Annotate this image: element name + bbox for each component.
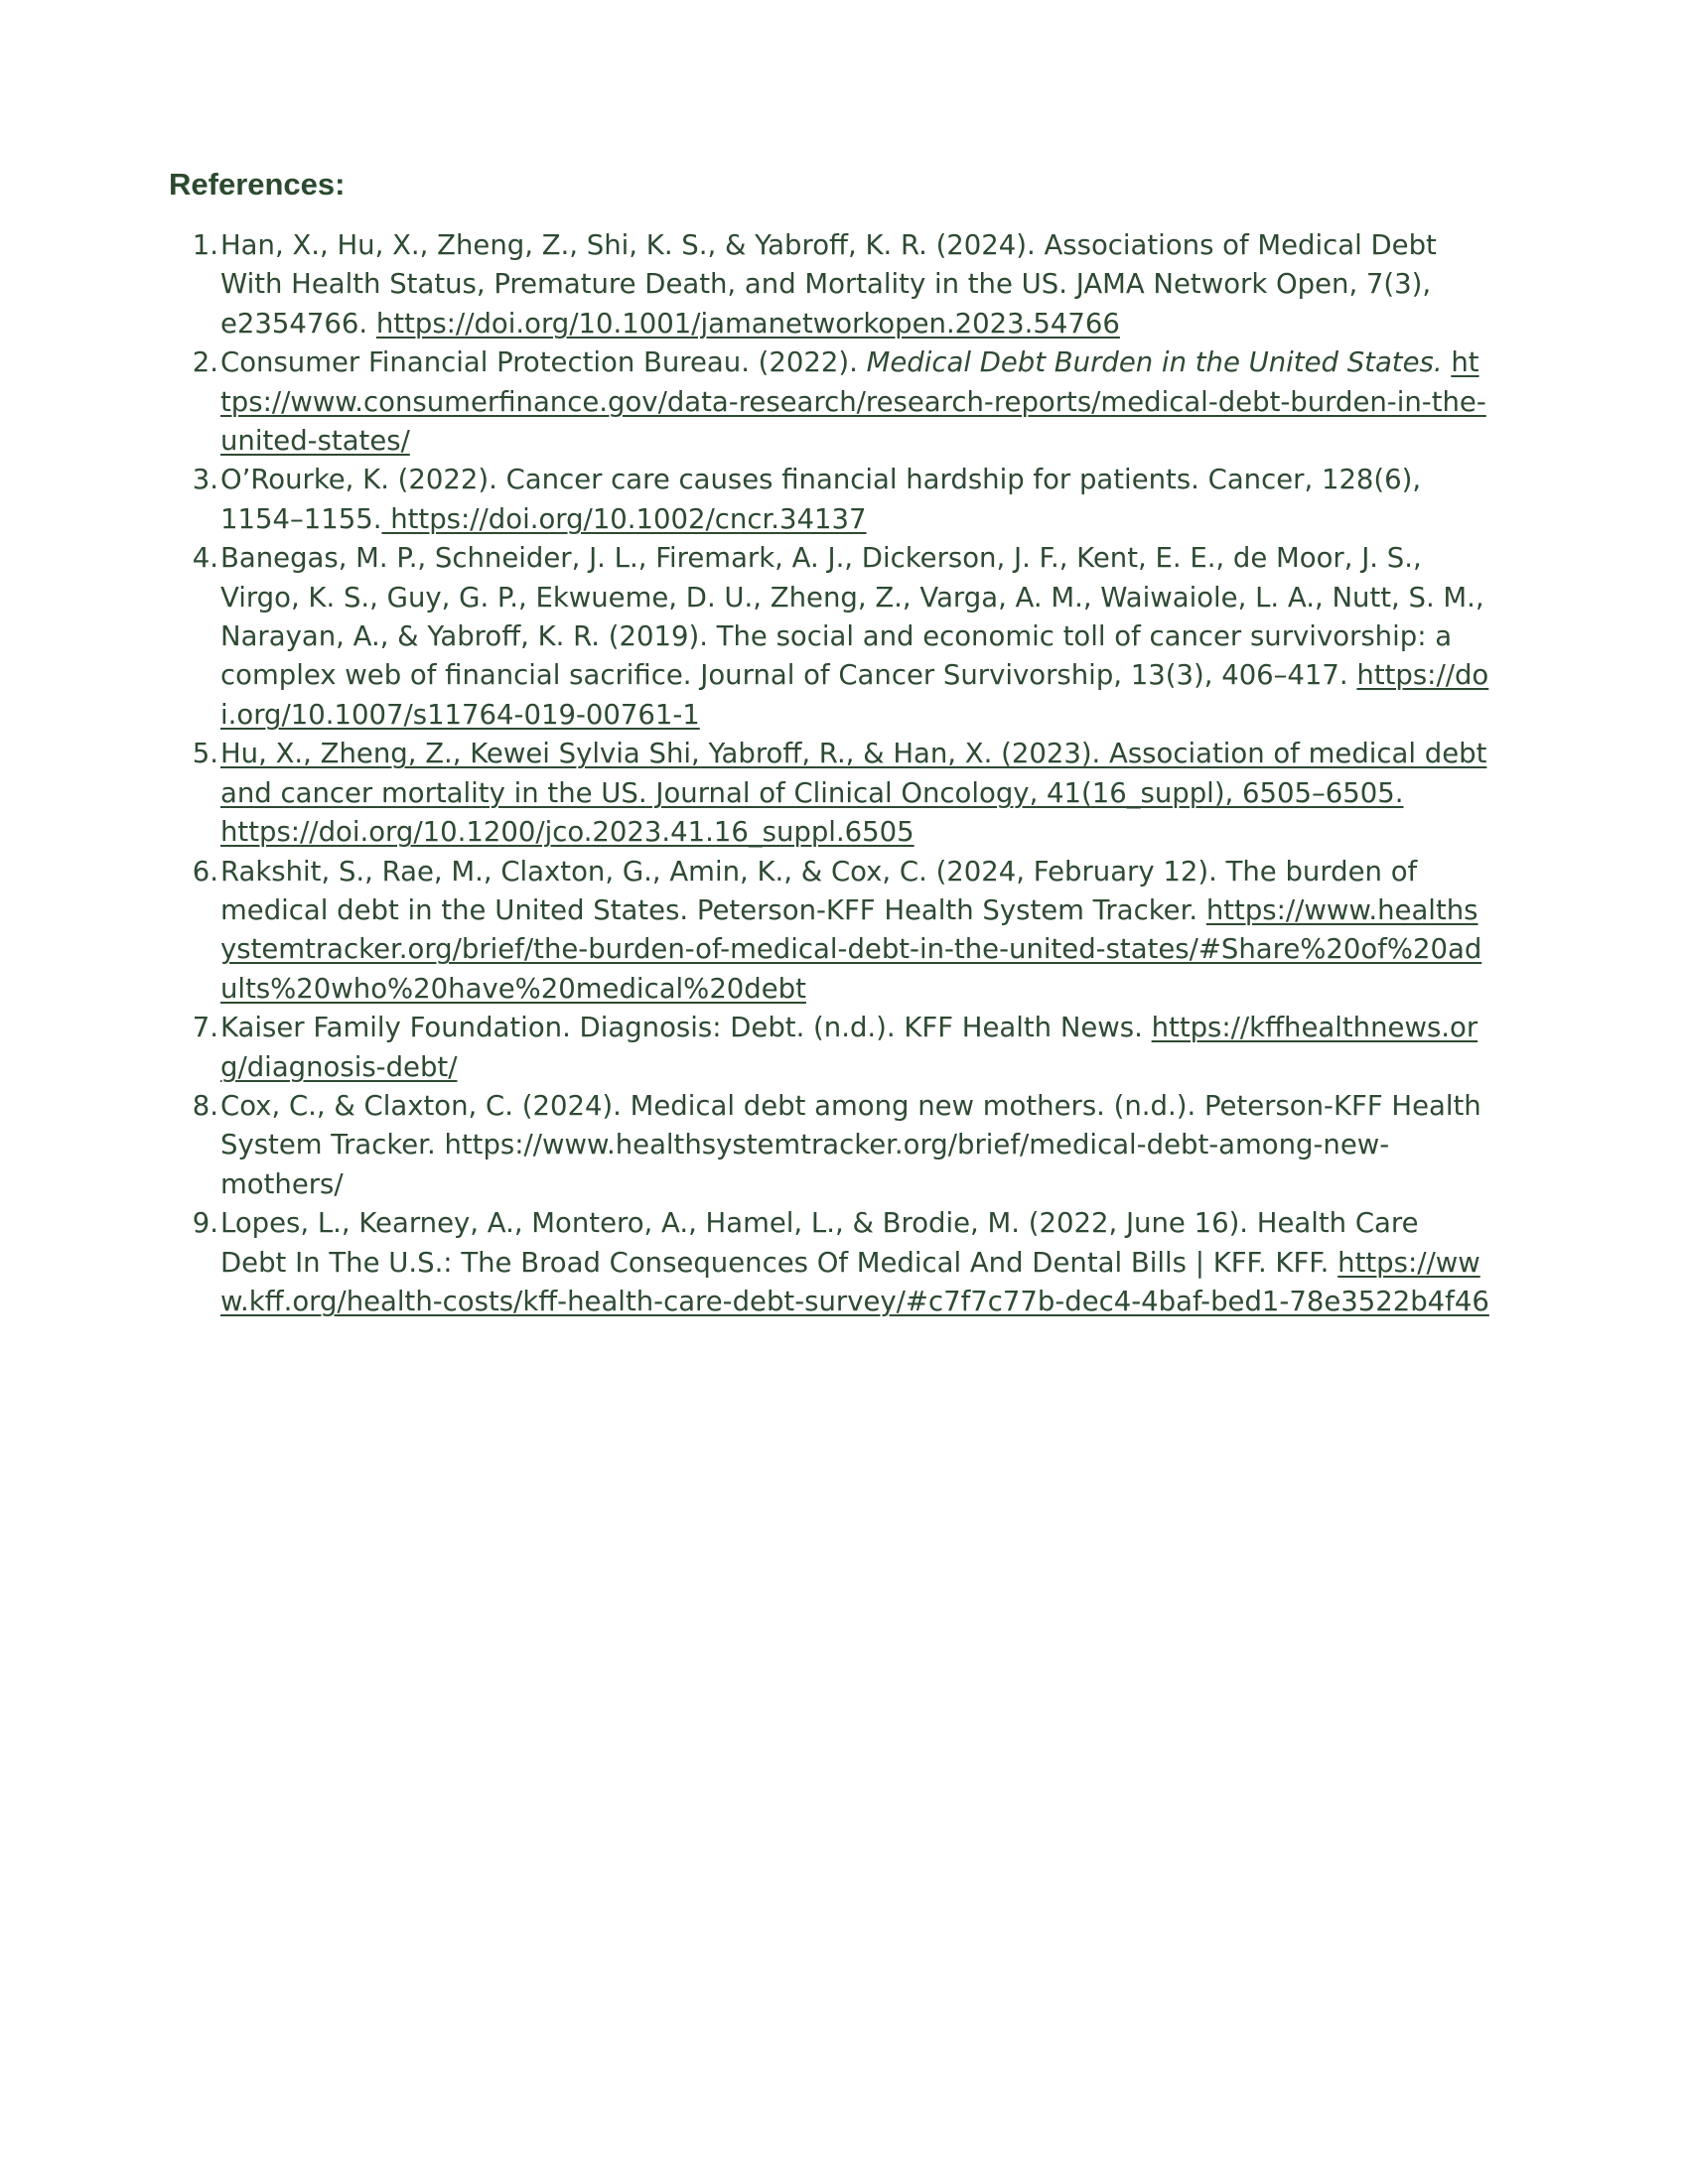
references-list: [159, 226, 1489, 1321]
reference-text: Lopes, L., Kearney, A., Montero, A., Hamel, L., & Brodie, M. (2022, June 16). Health Care Debt In The U.S.: The Broad Consequences Of Medical And Dental Bills | KFF. KFF.: [220, 1207, 1419, 1279]
reference-item-1: [159, 226, 1489, 343]
reference-number: 2.: [192, 346, 218, 379]
reference-link[interactable]: https://www.healthsystemtracker.org/brief/the-burden-of-medical-debt-in-the-united-states/#Share%20of%20adults%20who%20have%20medical%20debt: [220, 893, 1482, 1005]
reference-item-7: [159, 1009, 1489, 1087]
reference-text: Banegas, M. P., Schneider, J. L., Firemark, A. J., Dickerson, J. F., Kent, E. E., de Moor, J. S., Virgo, K. S., Guy, G. P., Ekwueme, D. U., Zheng, Z., Varga, A. M., Waiwaiole, L. A., Nutt, S. M., Narayan, A., & Yabroff, K. R. (2019). The social and economic toll of cancer survivorship: a complex web of financial sacrifice. Journal of Cancer Survivorship, 13(3), 406–417.: [220, 542, 1484, 692]
reference-link[interactable]: https://doi.org/10.1002/cncr.34137: [381, 502, 867, 535]
reference-number: 1.: [192, 229, 218, 261]
reference-text: O’Rourke, K. (2022). Cancer care causes financial hardship for patients. Cancer, 128(6), 1154–1155.: [220, 464, 1422, 535]
reference-text: Cox, C., & Claxton, C. (2024). Medical debt among new mothers. (n.d.). Peterson-KFF Health System Tracker. https://www.healthsystemtracker.org/brief/medical-debt-among-new- mothers/: [220, 1089, 1481, 1200]
reference-link[interactable]: https://www.kff.org/health-costs/kff-health-care-debt-survey/#c7f7c77b-dec4-4baf-bed1-78e3522b4f46: [220, 1246, 1489, 1317]
reference-title-italic: Medical Debt Burden in the United States.: [866, 346, 1443, 379]
reference-item-5: [159, 735, 1489, 852]
reference-link[interactable]: https://doi.org/10.1001/jamanetworkopen.2023.54766: [375, 307, 1120, 340]
reference-number: 3.: [192, 464, 218, 496]
reference-number: 8.: [192, 1089, 218, 1122]
reference-text: Han, X., Hu, X., Zheng, Z., Shi, K. S., & Yabroff, K. R. (2024). Associations of Medical Debt With Health Status, Premature Death, and Mortality in the US. JAMA Network Open, 7(3), e2354766.: [220, 229, 1437, 340]
reference-number: 4.: [192, 542, 218, 575]
reference-text-underlined[interactable]: Hu, X., Zheng, Z., Kewei Sylvia Shi, Yabroff, R., & Han, X. (2023). Association of medical debt and cancer mortality in the US. Journal of Clinical Oncology, 41(16_suppl), 6505–6505. https://doi.org/10.1200/jco.2023.41.16_suppl.6505: [220, 738, 1487, 849]
reference-number: 5.: [192, 738, 218, 770]
reference-text: Rakshit, S., Rae, M., Claxton, G., Amin, K., & Cox, C. (2024, February 12). The burden of medical debt in the United States. Peterson-KFF Health System Tracker.: [220, 855, 1418, 926]
reference-item-8: [159, 1087, 1489, 1204]
reference-item-9: [159, 1204, 1489, 1321]
references-heading: References:: [169, 167, 346, 202]
reference-text: Consumer Financial Protection Bureau. (2022).: [220, 346, 867, 379]
reference-link[interactable]: https://kffhealthnews.org/diagnosis-debt/: [220, 1012, 1478, 1083]
reference-item-4: [159, 539, 1489, 735]
reference-item-6: [159, 853, 1489, 1010]
reference-link[interactable]: https://www.consumerfinance.gov/data-research/research-reports/medical-debt-burden-in-the-united-states/: [220, 346, 1486, 458]
reference-item-3: [159, 461, 1489, 539]
reference-link[interactable]: https://doi.org/10.1007/s11764-019-00761-1: [220, 659, 1489, 731]
reference-text: Kaiser Family Foundation. Diagnosis: Debt. (n.d.). KFF Health News.: [220, 1012, 1152, 1044]
reference-number: 6.: [192, 855, 218, 887]
reference-number: 7.: [192, 1012, 218, 1044]
reference-number: 9.: [192, 1207, 218, 1240]
reference-item-2: [159, 343, 1489, 461]
